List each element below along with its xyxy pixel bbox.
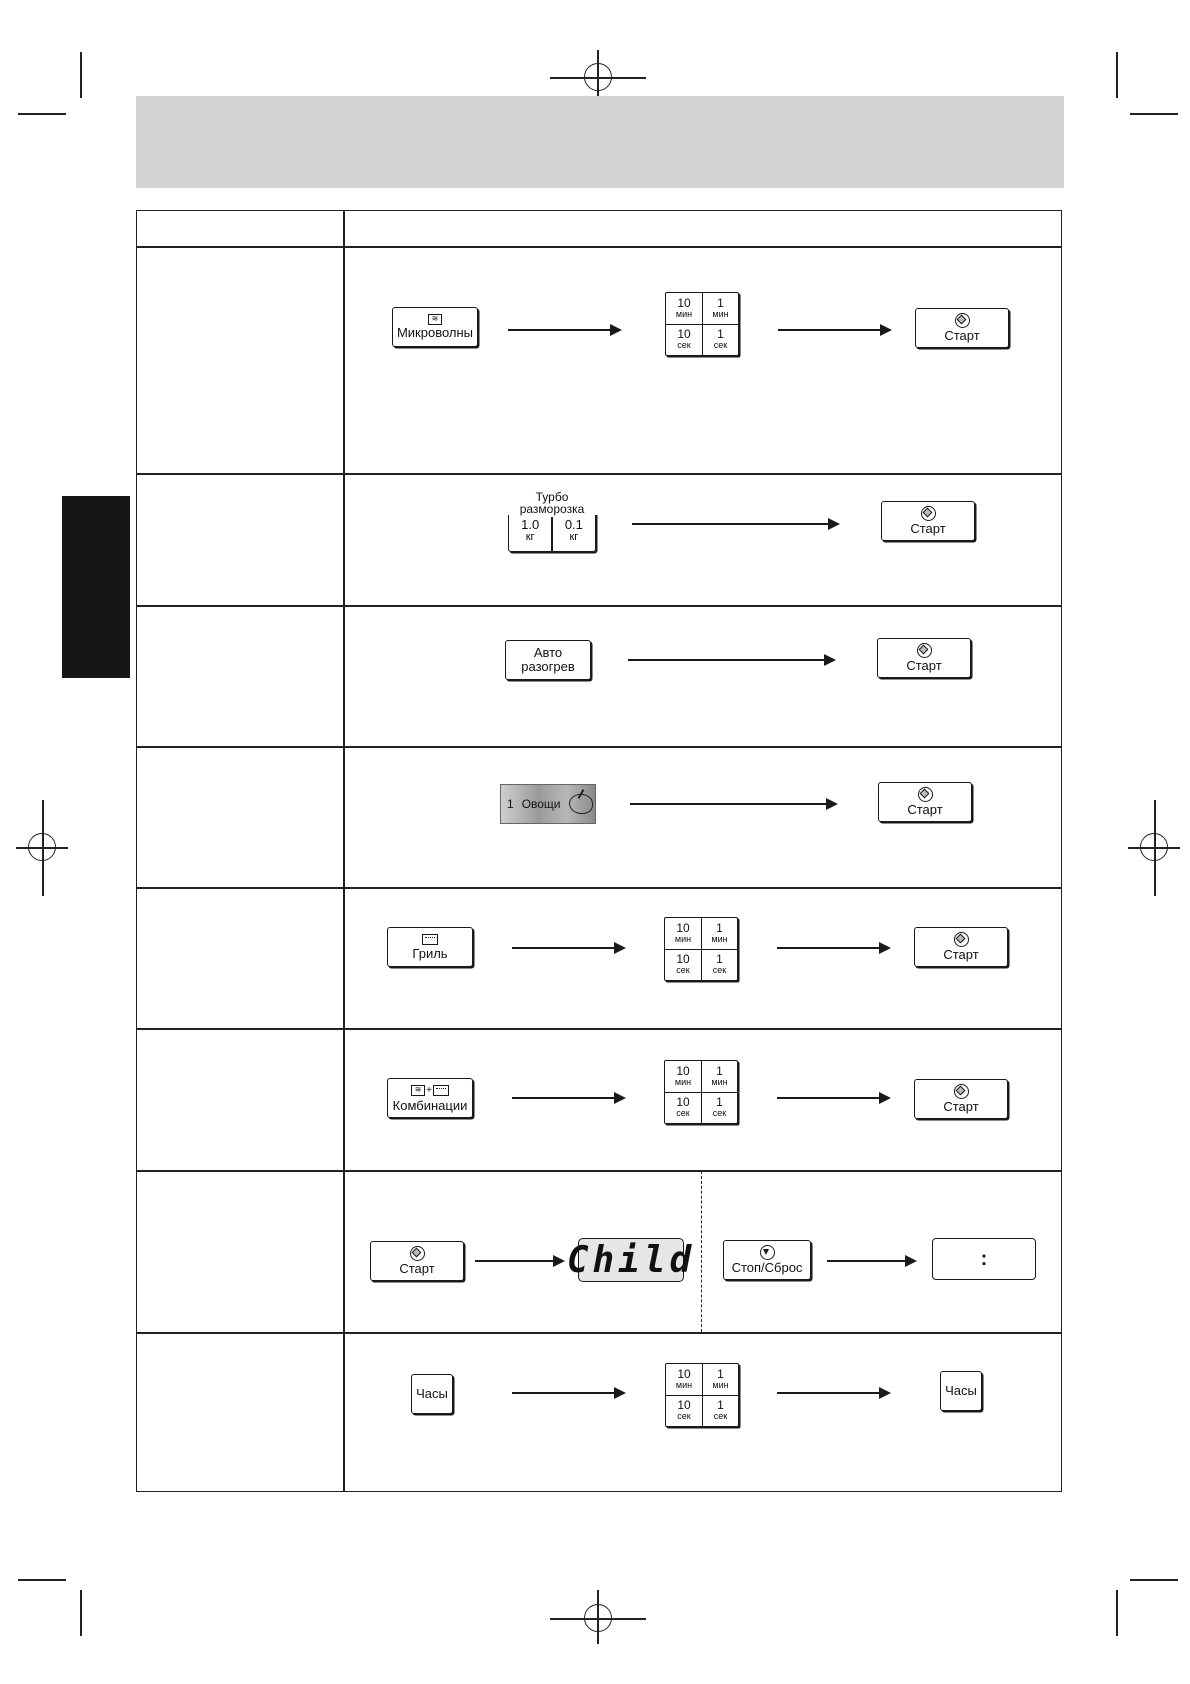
- combination-label: Комбинации: [392, 1097, 468, 1113]
- arrow: [512, 947, 624, 949]
- 10-min-key[interactable]: 10 мин: [675, 295, 693, 319]
- arrow: [512, 1097, 624, 1099]
- start-button[interactable]: [914, 1079, 1008, 1119]
- row-divider: [136, 1028, 1062, 1030]
- arrow: [777, 1392, 889, 1394]
- child-lock-display: [566, 1238, 696, 1282]
- microwave-label: Микроволны: [396, 325, 474, 340]
- auto-reheat-button[interactable]: [505, 640, 591, 680]
- grill-label: Гриль: [412, 945, 448, 961]
- start-icon: [954, 932, 969, 947]
- start-icon: [917, 643, 932, 658]
- stop-reset-button[interactable]: [723, 1240, 811, 1280]
- clock-button[interactable]: [411, 1374, 453, 1414]
- start-button[interactable]: [915, 308, 1009, 348]
- time-keypad[interactable]: [664, 917, 738, 981]
- 1-sec-key[interactable]: 1 сек: [702, 1395, 738, 1426]
- start-label: Старт: [943, 1099, 979, 1114]
- vegetables-label: Овощи: [521, 797, 561, 811]
- 10-min-key[interactable]: 10 мин: [675, 1366, 693, 1390]
- stop-icon: [760, 1245, 775, 1260]
- start-label: Старт: [906, 658, 942, 673]
- start-button[interactable]: [914, 927, 1008, 967]
- microwave-icon: ≋: [411, 1085, 425, 1096]
- auto-reheat-label-1: Авто: [533, 645, 563, 660]
- 1-min-key[interactable]: 1 мин: [702, 1364, 738, 1395]
- crop-mark: [1116, 52, 1118, 98]
- 10-min-key[interactable]: 10 мин: [674, 920, 692, 944]
- turbo-1kg-key[interactable]: 1.0 кг: [521, 517, 540, 543]
- 1-min-key[interactable]: 1 мин: [701, 1061, 737, 1092]
- 1-sec-key[interactable]: 1 сек: [701, 949, 737, 980]
- arrow: [628, 659, 834, 661]
- arrow: [827, 1260, 915, 1262]
- grill-icon: [433, 1085, 449, 1096]
- start-icon: [410, 1246, 425, 1261]
- crop-mark: [18, 113, 66, 115]
- 10-sec-key[interactable]: 10 сек: [665, 1092, 701, 1123]
- vegetable-icon: [569, 794, 593, 814]
- turbo-0-1kg-key[interactable]: 0.1 кг: [564, 517, 583, 543]
- clock-label: Часы: [416, 1386, 448, 1401]
- arrow: [508, 329, 620, 331]
- microwave-button[interactable]: [392, 307, 478, 347]
- arrow: [632, 523, 838, 525]
- grill-icon: [422, 934, 438, 945]
- crop-mark: [1130, 1579, 1178, 1581]
- crop-mark: [18, 1579, 66, 1581]
- row-divider: [136, 246, 1062, 248]
- side-tab: [62, 496, 130, 678]
- 10-min-key[interactable]: 10 мин: [674, 1063, 692, 1087]
- time-keypad[interactable]: [665, 1363, 739, 1427]
- start-button[interactable]: [881, 501, 975, 541]
- clock-label: Часы: [945, 1383, 977, 1398]
- start-label: Старт: [944, 328, 980, 343]
- crop-mark: [1130, 113, 1178, 115]
- vegetables-number: 1: [507, 797, 514, 811]
- arrow: [475, 1260, 563, 1262]
- grill-button[interactable]: [387, 927, 473, 967]
- 10-sec-key[interactable]: 10 сек: [666, 1395, 702, 1426]
- crop-mark: [80, 1590, 82, 1636]
- row-divider: [136, 605, 1062, 607]
- microwave-icon: ≋: [428, 314, 442, 325]
- 10-sec-key[interactable]: 10 сек: [665, 949, 701, 980]
- arrow: [777, 947, 889, 949]
- auto-reheat-label-2: разогрев: [521, 659, 575, 674]
- 1-sec-key[interactable]: 1 сек: [701, 1092, 737, 1123]
- arrow: [512, 1392, 624, 1394]
- 1-min-key[interactable]: 1 мин: [702, 293, 738, 324]
- turbo-title: Турбо разморозка: [502, 491, 602, 515]
- crop-mark: [1116, 1590, 1118, 1636]
- time-keypad[interactable]: [664, 1060, 738, 1124]
- start-button[interactable]: [878, 782, 972, 822]
- child-lock-text: Child: [566, 1239, 696, 1281]
- row-divider: [136, 887, 1062, 889]
- start-button[interactable]: [370, 1241, 464, 1281]
- start-label: Старт: [943, 947, 979, 962]
- start-label: Старт: [907, 802, 943, 817]
- start-icon: [921, 506, 936, 521]
- row-divider: [136, 473, 1062, 475]
- clock-display: [932, 1238, 1036, 1280]
- arrow: [777, 1097, 889, 1099]
- vegetables-button[interactable]: [500, 784, 596, 824]
- header-band: [136, 96, 1064, 188]
- arrow: [630, 803, 836, 805]
- crop-mark: [80, 52, 82, 98]
- time-keypad[interactable]: [665, 292, 739, 356]
- start-icon: [954, 1084, 969, 1099]
- arrow: [778, 329, 890, 331]
- row-divider: [136, 1332, 1062, 1334]
- row-divider: [136, 746, 1062, 748]
- start-label: Старт: [910, 521, 946, 536]
- 1-sec-key[interactable]: 1 сек: [702, 324, 738, 355]
- 1-min-key[interactable]: 1 мин: [701, 918, 737, 949]
- combination-button[interactable]: [387, 1078, 473, 1118]
- column-divider: [343, 210, 345, 1492]
- start-icon: [918, 787, 933, 802]
- start-icon: [955, 313, 970, 328]
- quick-reference-table: [136, 210, 1062, 1492]
- start-label: Старт: [399, 1261, 435, 1276]
- combo-icons: ≋ +: [411, 1084, 449, 1098]
- stop-reset-label: Стоп/Сброс: [731, 1260, 803, 1275]
- dashed-divider: [701, 1171, 702, 1332]
- clock-button[interactable]: [940, 1371, 982, 1411]
- row-divider: [136, 1170, 1062, 1172]
- display-colon: :: [980, 1248, 988, 1270]
- 10-sec-key[interactable]: 10 сек: [666, 324, 702, 355]
- start-button[interactable]: [877, 638, 971, 678]
